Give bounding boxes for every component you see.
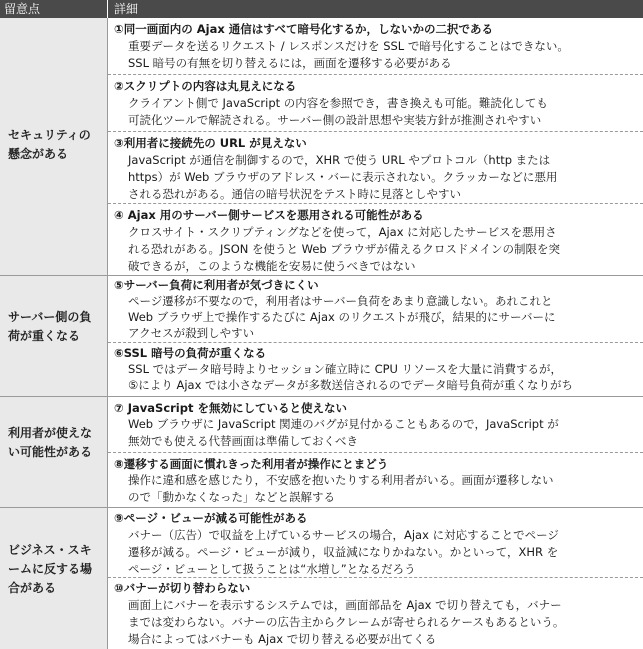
detail-item-3 bbox=[108, 132, 643, 204]
category-label: 利用者が使えない可能性がある bbox=[8, 426, 93, 459]
detail-title: ⑤サーバー負荷に利用者が気づきにくい bbox=[114, 278, 319, 292]
detail-text: 重要データを送るリクエスト / レスポンスだけを SSL で暗号化することはできない。 bbox=[128, 39, 569, 53]
category-business bbox=[0, 508, 107, 649]
detail-text: れる恐れがある。JSON を使うと Web ブラウザが備えるクロスドメインの制限を突 bbox=[128, 242, 561, 256]
detail-text: ⑤により Ajax では小さなデータが多数送信されるのでデータ暗号負荷が重くなりがち bbox=[128, 378, 574, 392]
detail-item-9 bbox=[108, 508, 643, 578]
detail-item-7 bbox=[108, 397, 643, 453]
detail-text: ページ遷移が不要なので，利用者はサーバー負荷をあまり意識しない。あれこれと bbox=[128, 294, 553, 308]
category-server-load bbox=[0, 276, 107, 397]
detail-item-4 bbox=[108, 204, 643, 276]
category-label: セキュリティの懸念がある bbox=[8, 128, 91, 161]
header-col-details: 詳細 bbox=[114, 2, 139, 16]
detail-text: クライアント側で JavaScript の内容を参照でき，書き換えも可能。難読化しても bbox=[128, 96, 548, 110]
detail-text: 破できるが，このような機能を安易に使うべきではない bbox=[128, 259, 416, 273]
header-separator bbox=[107, 0, 108, 18]
detail-text: クロスサイト・スクリプティングなどを使って，Ajax に対応したサービスを悪用さ bbox=[128, 225, 557, 239]
detail-item-10 bbox=[108, 578, 643, 649]
detail-text: ページ・ビューとして扱うことは“水増し”となるだろう bbox=[128, 562, 416, 576]
detail-text: アクセスが殺到しやすい bbox=[128, 326, 255, 340]
detail-item-1 bbox=[108, 18, 643, 75]
detail-text: 場合によってはバナーも Ajax で切り替える必要が出てくる bbox=[128, 632, 437, 646]
detail-text: 無効でも使える代替画面は準備しておくべき bbox=[128, 434, 358, 448]
header-col-considerations: 留意点 bbox=[4, 2, 41, 16]
category-security bbox=[0, 18, 107, 276]
detail-item-2 bbox=[108, 75, 643, 132]
detail-item-5 bbox=[108, 276, 643, 343]
detail-text: 可読化ツールで解読される。サーバー側の設計思想や実装方針が推測されやすい bbox=[128, 113, 542, 127]
category-label: ビジネス・スキームに反する場合がある bbox=[8, 543, 93, 595]
detail-text: Web ブラウザに JavaScript 関連のバグが見付かることもあるので，JavaScript が bbox=[128, 417, 559, 431]
detail-text: バナー（広告）で収益を上げているサービスの場合，Ajax に対応することでページ bbox=[128, 528, 559, 542]
detail-text: SSL 暗号の有無を切り替えるには，画面を遷移する必要がある bbox=[128, 56, 452, 70]
detail-text: Web ブラウザ上で操作するたびに Ajax のリクエストが飛び，結果的にサーバーに bbox=[128, 310, 556, 324]
category-usability bbox=[0, 397, 107, 508]
table-header bbox=[0, 0, 643, 18]
detail-title: ⑩バナーが切り替わらない bbox=[114, 581, 251, 595]
detail-text: までは変わらない。バナーの広告主からクレームが寄せられるケースもあるという。 bbox=[128, 615, 565, 629]
detail-text: 遷移が減る。ページ・ビューが減り，収益減になりかねない。かといって，XHR を bbox=[128, 545, 559, 559]
detail-title: ③利用者に接続先の URL が見えない bbox=[114, 136, 307, 150]
detail-item-8 bbox=[108, 453, 643, 508]
detail-text: SSL ではデータ暗号時よりセッション確立時に CPU リソースを大量に消費するが， bbox=[128, 362, 563, 376]
detail-title: ②スクリプトの内容は丸見えになる bbox=[114, 79, 297, 93]
category-label: サーバー側の負荷が重くなる bbox=[8, 310, 92, 343]
detail-title: ①同一画面内の Ajax 通信はすべて暗号化するか，しないかの二択である bbox=[114, 22, 494, 36]
detail-title: ⑥SSL 暗号の負荷が重くなる bbox=[114, 346, 267, 360]
detail-text: 操作に違和感を感じたり，不安感を抱いたりする利用者がいる。画面が遷移しない bbox=[128, 473, 554, 487]
detail-text: https）が Web ブラウザのアドレス・バーに表示されない。クラッカーなどに悪用 bbox=[128, 170, 558, 184]
detail-text: される恐れがある。通信の暗号状況をテスト時に見落としやすい bbox=[128, 187, 462, 201]
detail-title: ⑨ページ・ビューが減る可能性がある bbox=[114, 511, 308, 525]
detail-title: ④ Ajax 用のサーバー側サービスを悪用される可能性がある bbox=[114, 208, 424, 222]
detail-title: ⑧遷移する画面に慣れきった利用者が操作にとまどう bbox=[114, 457, 389, 471]
detail-text: JavaScript が通信を制御するので，XHR で使う URL やプロトコル（http または bbox=[128, 153, 551, 167]
detail-text: ので「動かなくなった」などと誤解する bbox=[128, 490, 335, 504]
detail-item-6 bbox=[108, 343, 643, 397]
detail-title: ⑦ JavaScript を無効にしていると使えない bbox=[114, 401, 347, 415]
detail-text: 画面上にバナーを表示するシステムでは，画面部品を Ajax で切り替えても，バナー bbox=[128, 598, 562, 612]
